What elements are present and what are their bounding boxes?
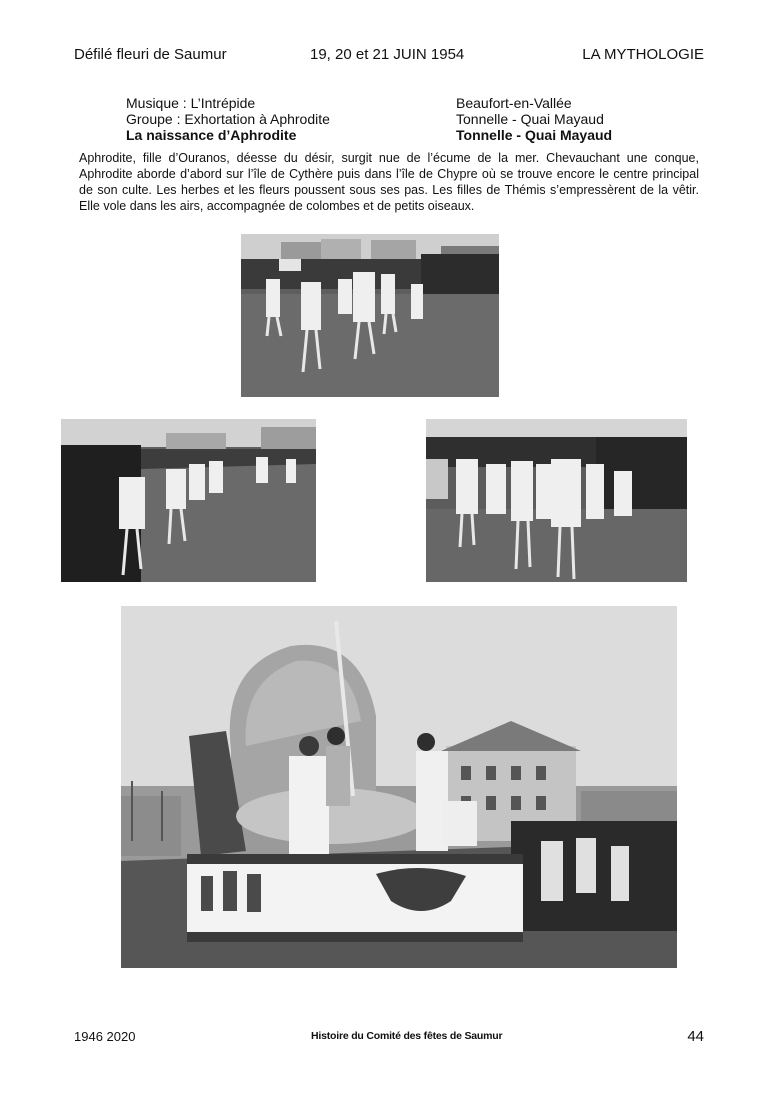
info-left [126, 95, 330, 143]
music-line: Musique : L’Intrépide [126, 95, 256, 111]
header-right: LA MYTHOLOGIE [582, 46, 704, 63]
photo-parade-girls-street [241, 234, 499, 397]
group-origin: Tonnelle - Quai Mayaud [456, 111, 604, 127]
description-paragraph: Aphrodite, fille d’Ouranos, déesse du désir, surgit nue de l’écume de la mer. Chevauchant une conque, Aphrodite aborde d’abord sur l’île de Cythère puis dans l’île de Chypre où se trouve encore le centre principal de son culte. Les herbes et les fleurs poussent sous ses pas. Les filles de Thémis s’empressèrent de la vêtir. Elle vole dans les airs, accompagnée de colombes et de petits oiseaux. [79, 151, 699, 213]
theme-title: La naissance d’Aphrodite [126, 127, 297, 143]
photo-parade-left [61, 419, 316, 582]
page-number: 44 [687, 1028, 704, 1045]
photo-aphrodite-float [121, 606, 677, 968]
header-left: Défilé fleuri de Saumur [74, 46, 227, 63]
photo-parade-right [426, 419, 687, 582]
footer-title: Histoire du Comité des fêtes de Saumur [311, 1030, 503, 1042]
theme-origin: Tonnelle - Quai Mayaud [456, 127, 613, 143]
music-origin: Beaufort-en-Vallée [456, 95, 572, 111]
info-right [456, 95, 612, 143]
group-line: Groupe : Exhortation à Aphrodite [126, 111, 330, 127]
header-center: 19, 20 et 21 JUIN 1954 [310, 46, 465, 63]
footer-years: 1946 2020 [74, 1029, 136, 1044]
